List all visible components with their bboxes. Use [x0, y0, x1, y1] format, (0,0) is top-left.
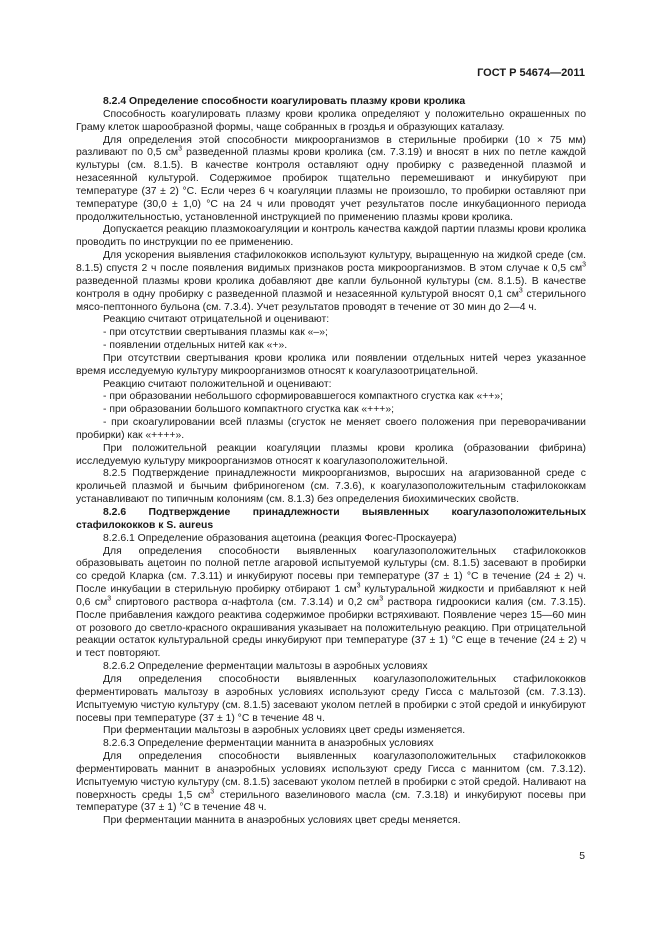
paragraph: 8.2.5 Подтверждение принадлежности микроорганизмов, выросших на агаризованной среде с кроличьей плазмой и бычьим фибриногеном (см. 7.3.6), к коагулазоположительным стафилококкам устанавливают по типичным колониям (см. 8.1.3) без определения биохимических свойств.	[76, 468, 586, 506]
paragraph: Для определения способности выявленных коагулазоположительных стафилококков образовывать ацетоин по полной петле агаровой испытуемой культуры (см. 8.1.5) засевают в пробирки со средой Кларка (см. 7.3.11) и инкубируют посевы при температуре (37 ± 1) °С в течение (24 ± 2) ч. После инкубации в стерильную пробирку отбирают 1 $см^3$ культуральной жидкости и прибавляют к ней 0,6 $см^3$ спиртового раствора α-нафтола (см. 7.3.14) и 0,2 $см^3$ раствора гидроокиси калия (см. 7.3.15). После прибавления каждого реактива содержимое пробирки встряхивают. Появление через 15—60 мин от розового до светло-красного окрашивания указывает на положительную реакцию. При отрицательной реакции остаток культуральной среды инкубируют при температуре (37 ± 1) °С еще в течение (24 ± 2) ч и тест повторяют.	[76, 545, 586, 660]
page-number: 5	[579, 851, 585, 862]
paragraph: - появлении отдельных нитей как «+».	[103, 340, 288, 352]
paragraph: Для определения этой способности микроорганизмов в стерильные пробирки (10 × 75 мм) разливают по 0,5 $см^3$ разведенной плазмы крови кролика (см. 7.3.19) и вносят в них по петле каждой культуры (см. 8.1.5). В качестве контроля оставляют одну пробирку с разведенной плазмой и незасеянной культурой. Содержимое пробирок тщательно перемешивают и инкубируют при температуре (37 ± 2) °С. Если через 6 ч коагуляции плазмы не произошло, то пробирки оставляют при температуре (30,0 ± 1,0) °С на 24 ч или проводят учет результатов после инкубационного периода продолжительностью, установленной инструкцией по применению плазмы крови кролика.	[76, 134, 587, 223]
paragraph: 8.2.6.3 Определение ферментации маннита в анаэробных условиях	[103, 738, 434, 750]
paragraph: - при образовании небольшого сформировавшегося компактного сгустка как «++»;	[103, 391, 504, 403]
paragraph: - при образовании большого компактного сгустка как «+++»;	[103, 404, 395, 416]
paragraph: Для определения способности выявленных коагулазоположительных стафилококков ферментировать маннит в анаэробных условиях используют среду Гисса с маннитом (см. 7.3.12). Испытуемую чистую культуру (см. 8.1.5) засевают уколом петлей в пробирки с этой средой. Наливают на поверхность среды 1,5 $см^3$ стерильного вазелинового масла (см. 7.3.18) и инкубируют посевы при температуре (37 ± 1) °С в течение 48 ч.	[76, 751, 586, 814]
section-heading: 8.2.4 Определение способности коагулировать плазму крови кролика	[103, 96, 466, 107]
paragraph: 8.2.6.2 Определение ферментации мальтозы в аэробных условиях	[103, 661, 428, 673]
paragraph: Для ускорения выявления стафилококков используют культуру, выращенную на жидкой среде (см. 8.1.5) спустя 2 ч после появления видимых признаков роста микроорганизмов. В этом случае к 0,5 $см^3$ разведенной плазмы крови кролика добавляют две капли бульонной культуры (см. 8.1.5). В качестве контроля в одну пробирку с разведенной плазмой и незасеянной культурой вносят 0,1 $см^3$ стерильного мясо-пептонного бульона (см. 7.3.4). Учет результатов проводят в течение от 30 мин до 2—4 ч.	[76, 250, 586, 313]
paragraph: При ферментации мальтозы в аэробных условиях цвет среды изменяется.	[103, 725, 466, 737]
paragraph: Способность коагулировать плазму крови кролика определяют у положительно окрашенных по Граму клеток шарообразной формы, чаще собранных в гроздья и образующих каталазу.	[76, 108, 586, 133]
paragraph: Реакцию считают отрицательной и оценивают:	[103, 314, 330, 326]
paragraph: 8.2.6.1 Определение образования ацетоина (реакция Фогес-Проскауера)	[103, 532, 457, 544]
section-heading: 8.2.6 Подтверждение принадлежности выявленных коагулазоположительных стафилококков к S. aureus	[76, 507, 586, 531]
document-body	[76, 96, 586, 828]
paragraph: Для определения способности выявленных коагулазоположительных стафилококков ферментировать мальтозу в аэробных условиях используют среду Гисса с мальтозой (см. 7.3.13). Испытуемую чистую культуру (см. 8.1.5) засевают уколом петлей в пробирки с этой средой и инкубируют посевы при температуре (37 ± 1) °С в течение 48 ч.	[76, 673, 586, 724]
paragraph: Допускается реакцию плазмокоагуляции и контроль качества каждой партии плазмы крови кролика проводить по инструкции по ее применению.	[76, 224, 586, 249]
standard-header: ГОСТ Р 54674—2011	[477, 67, 585, 79]
paragraph: Реакцию считают положительной и оценивают:	[103, 378, 332, 390]
paragraph: При ферментации маннита в анаэробных условиях цвет среды меняется.	[103, 815, 461, 827]
paragraph: При положительной реакции коагуляции плазмы крови кролика (образовании фибрина) исследуемую культуру микроорганизмов относят к коагулазоположительной.	[76, 442, 586, 467]
paragraph: При отсутствии свертывания крови кролика или появлении отдельных нитей через указанное время исследуемую культуру микроорганизмов относят к коагулазоотрицательной.	[76, 352, 586, 377]
paragraph: - при скоагулировании всей плазмы (сгусток не меняет своего положения при переворачивании пробирки) как «++++».	[76, 417, 586, 441]
paragraph: - при отсутствии свертывания плазмы как «–»;	[103, 327, 328, 339]
